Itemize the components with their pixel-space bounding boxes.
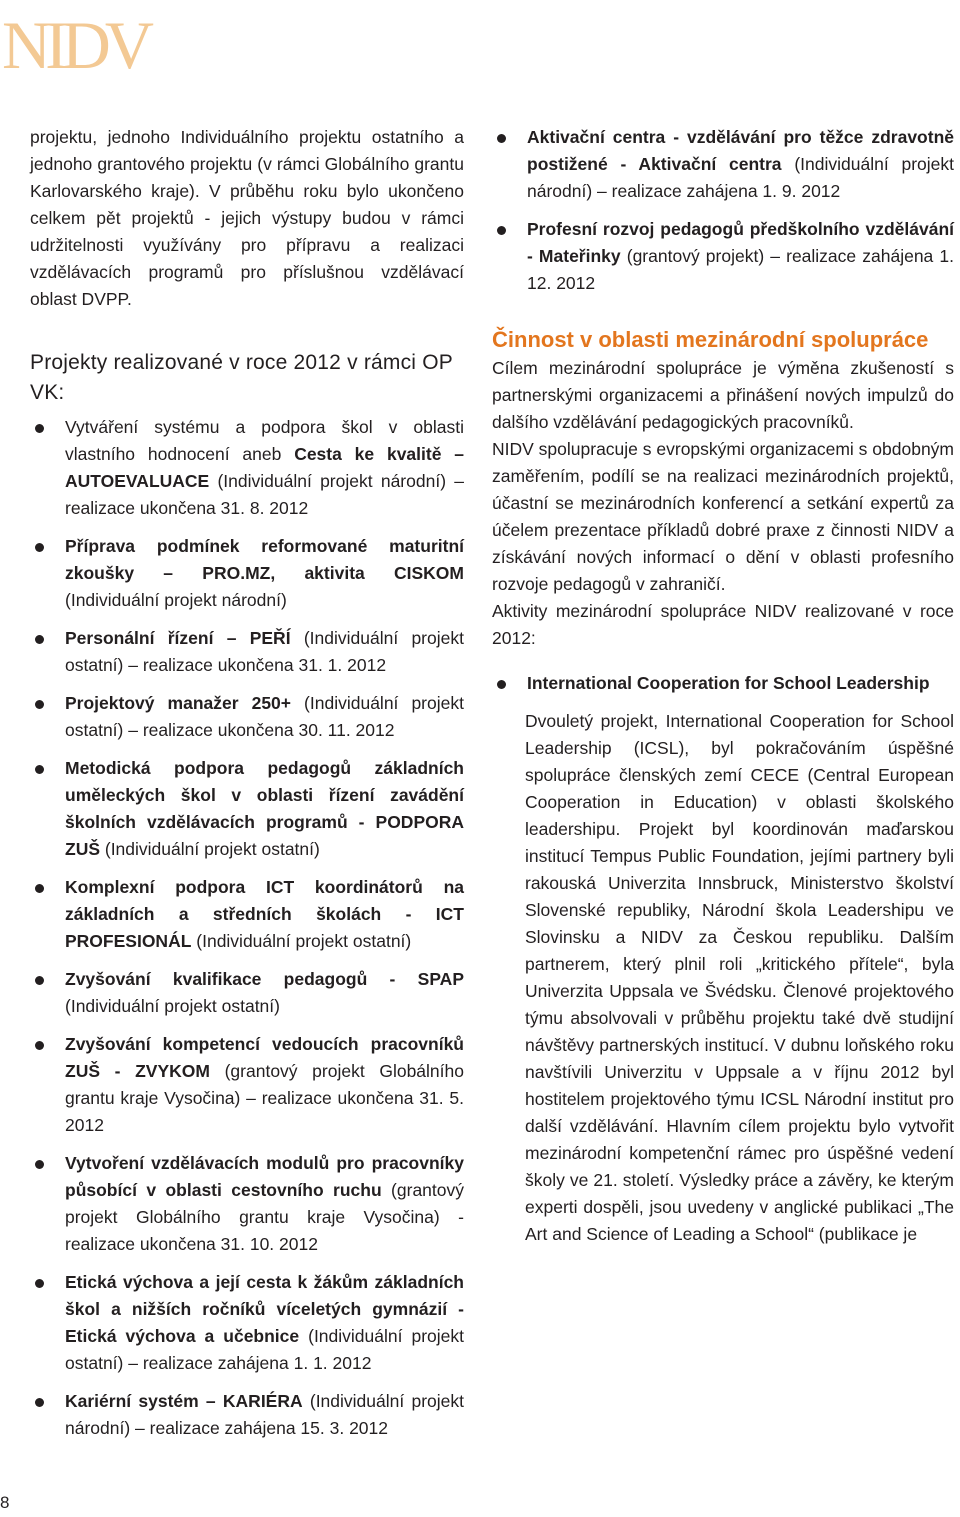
paragraph-cooperation: NIDV spolupracuje s evropskými organizacemi s obdobným zaměřením, podílí se na realizaci mezinárodních projektů, účastní se mezinárodních konferencí a setkání expertů za účelem prezentace příkladů dobré praxe z činnosti NIDV a získávání nových informací o dění v oblasti profesního rozvoje pedagogů v zahraničí. xyxy=(492,439,955,594)
nidv-logo xyxy=(0,0,175,80)
list-item: Projektový manažer 250+ (Individuální projekt ostatní) – realizace ukončena 30. 11. 2012 xyxy=(30,690,464,744)
list-item: Metodická podpora pedagogů základních uměleckých škol v oblasti řízení zavádění školních vzdělávacích programů - PODPORA ZUŠ (Individuální projekt ostatní) xyxy=(30,755,464,863)
logo-text: NIDV xyxy=(2,7,148,80)
list-item: Komplexní podpora ICT koordinátorů na základních a středních školách - ICT PROFESIONÁL (Individuální projekt ostatní) xyxy=(30,874,464,955)
right-column xyxy=(492,124,954,1248)
bullet-icon xyxy=(35,1279,44,1288)
projects-heading: Projekty realizované v roce 2012 v rámci OP VK: xyxy=(30,351,453,404)
list-item: Profesní rozvoj pedagogů předškolního vzdělávání - Mateřinky (grantový projekt) – realizace zahájena 1. 12. 2012 xyxy=(492,216,954,297)
left-column xyxy=(30,124,464,1453)
bullet-icon xyxy=(35,543,44,552)
list-item: International Cooperation for School Leadership xyxy=(492,670,954,697)
bullet-icon xyxy=(35,424,44,433)
bullet-icon xyxy=(35,1041,44,1050)
bullet-icon xyxy=(35,1160,44,1169)
bullet-icon xyxy=(35,884,44,893)
intro-paragraph: projektu, jednoho Individuálního projektu ostatního a jednoho grantového projektu (v rámci Globálního grantu Karlovarského kraje). V průběhu roku bylo ukončeno celkem pět projektů - jejich výstupy budou v rámci udržitelnosti využívány pro přípravu a realizaci vzdělávacích programů pro příslušnou vzdělávací oblast DVPP. xyxy=(30,127,464,309)
list-item: Vytváření systému a podpora škol v oblasti vlastního hodnocení aneb Cesta ke kvalitě – AUTOEVALUACE (Individuální projekt národní) – realizace ukončena 31. 8. 2012 xyxy=(30,414,464,522)
projects-list xyxy=(30,414,464,1442)
list-item: Personální řízení – PEŘÍ (Individuální projekt ostatní) – realizace ukončena 31. 1. 2012 xyxy=(30,625,464,679)
icsl-description: Dvouletý projekt, International Cooperation for School Leadership (ICSL), byl pokračováním úspěšné spolupráce členských zemí CECE (Central European Cooperation in Education) v oblasti školského leadershipu. Projekt byl koordinován maďarskou institucí Tempus Public Foundation, jejími partnery byli rakouská Univerzita Innsbruck, Ministerstvo školství Slovenské republiky, Národní škola Leadershipu ve Slovinsku a NIDV za Českou republiku. Dalším partnerem, který plnil roli „kritického přítele“, byla Univerzita Uppsala ve Švédsku. Členové projektového týmu absolvovali v průběhu projektu také dvě studijní návštěvy partnerských institucí. V dubnu loňského roku navštívili Univerzitu v Uppsale a v říjnu 2012 byl hostitelem projektového týmu ICSL Národní institut pro další vzdělávání. Hlavním cílem projektu bylo vytvořit mezinárodní kompetenční rámec pro úspěšné vedení školy ve 21. století. Výsledky práce a závěry, ke kterým experti dospěli, jsou uvedeny v anglické publikaci „The Art and Science of Leading a School“ (publikace je xyxy=(525,711,954,1244)
bullet-icon xyxy=(35,635,44,644)
list-item: Zvyšování kvalifikace pedagogů - SPAP (Individuální projekt ostatní) xyxy=(30,966,464,1020)
bullet-icon xyxy=(35,700,44,709)
list-item: Aktivační centra - vzdělávání pro těžce zdravotně postižené - Aktivační centra (Individuální projekt národní) – realizace zahájena 1. 9. 2012 xyxy=(492,124,954,205)
list-item: Kariérní systém – KARIÉRA (Individuální projekt národní) – realizace zahájena 15. 3. 2012 xyxy=(30,1388,464,1442)
paragraph-goal: Cílem mezinárodní spolupráce je výměna zkušeností s partnerskými organizacemi a přinášení nových impulzů do dalšího vzdělávání pedagogických pracovníků. xyxy=(492,358,954,432)
paragraph-activities: Aktivity mezinárodní spolupráce NIDV realizované v roce 2012: xyxy=(492,601,954,648)
bullet-icon xyxy=(35,976,44,985)
bullet-icon xyxy=(497,134,506,143)
ongoing-projects-list xyxy=(492,124,954,297)
bullet-icon xyxy=(497,680,506,689)
bullet-icon xyxy=(35,1398,44,1407)
page-number: 8 xyxy=(0,1493,10,1512)
bullet-icon xyxy=(497,226,506,235)
bullet-icon xyxy=(35,765,44,774)
icsl-list xyxy=(492,670,954,697)
list-item: Zvyšování kompetencí vedoucích pracovníků ZUŠ - ZVYKOM (grantový projekt Globálního grantu kraje Vysočina) – realizace ukončena 31. 5. 2012 xyxy=(30,1031,464,1139)
list-item: Příprava podmínek reformované maturitní zkoušky – PRO.MZ, aktivita CISKOM (Individuální projekt národní) xyxy=(30,533,464,614)
list-item: Vytvoření vzdělávacích modulů pro pracovníky působící v oblasti cestovního ruchu (grantový projekt Globálního grantu kraje Vysočina) - realizace ukončena 31. 10. 2012 xyxy=(30,1150,464,1258)
international-heading: Činnost v oblasti mezinárodní spolupráce xyxy=(492,327,929,352)
list-item: Etická výchova a její cesta k žákům základních škol a nižších ročníků víceletých gymnázií - Etická výchova a učebnice (Individuální projekt ostatní) – realizace zahájena 1. 1. 2012 xyxy=(30,1269,464,1377)
